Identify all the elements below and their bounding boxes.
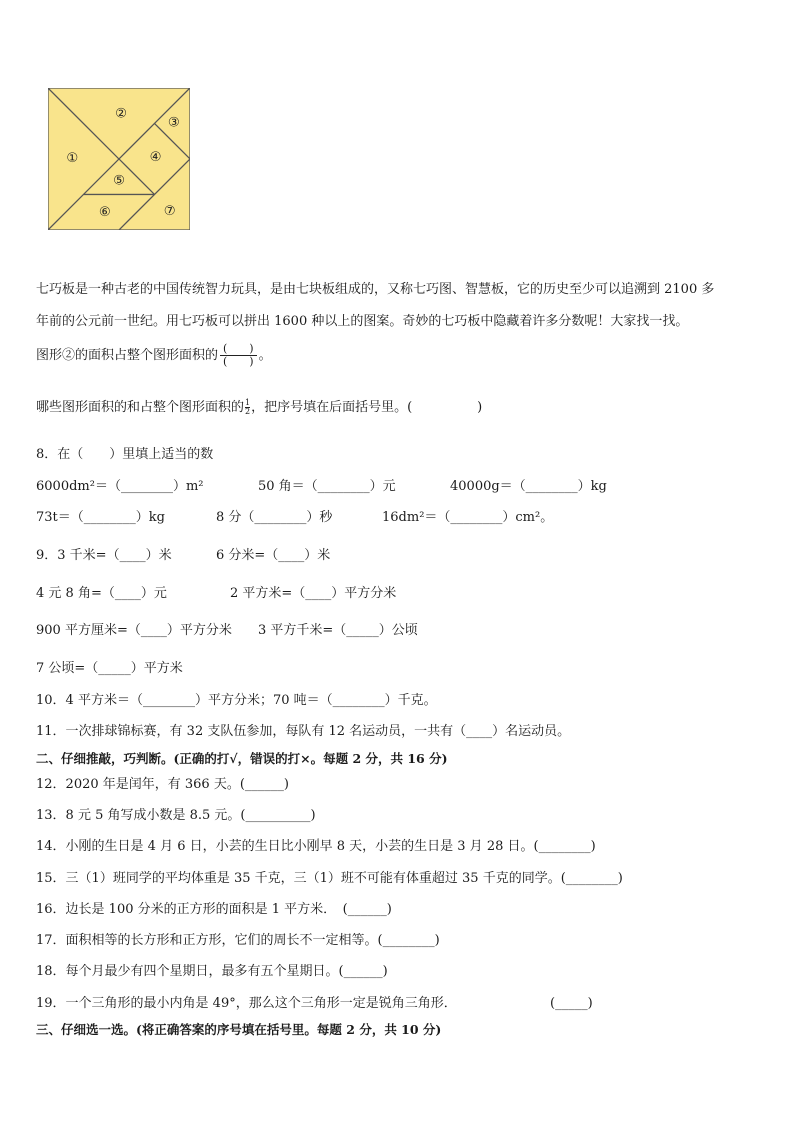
- q9-row-2: [36, 585, 756, 603]
- section-3-heading: 三、仔细选一选。(将正确答案的序号填在括号里。每题 2 分，共 10 分): [36, 1022, 442, 1037]
- q9-item-4: 2 平方米=（____）平方分米: [230, 586, 397, 601]
- q12: 12．2020 年是闰年，有 366 天。(______): [36, 777, 289, 792]
- q14: 14．小刚的生日是 4 月 6 日，小芸的生日比小刚早 8 天，小芸的生日是 3 月 28 日。(________): [36, 839, 596, 854]
- q8-item-3: 40000g＝（________）kg: [450, 479, 607, 494]
- q9-item-6: 3 平方千米=（_____）公顷: [258, 623, 418, 638]
- q9-item-1: 9．3 千米=（____）米: [36, 548, 172, 563]
- q9-item-7: 7 公顷=（_____）平方米: [36, 661, 183, 676]
- q9-item-5: 900 平方厘米=（____）平方分米: [36, 623, 232, 638]
- section-2-heading: 二、仔细推敲，巧判断。(正确的打√，错误的打×。每题 2 分，共 16 分): [36, 751, 448, 766]
- q11: 11．一次排球锦标赛，有 32 支队伍参加，每队有 12 名运动员，一共有（____）名运动员。: [36, 724, 571, 739]
- q17: 17．面积相等的长方形和正方形，它们的周长不一定相等。(________): [36, 933, 440, 948]
- q19: [36, 995, 756, 1013]
- q1-fraction-blank[interactable]: [220, 343, 257, 368]
- q1-denominator: ( ): [223, 355, 254, 368]
- question-half-area: [36, 399, 482, 417]
- q2-suffix: ，把序号填在后面括号里。( ): [251, 400, 483, 415]
- intro-line-2: 年前的公元前一世纪。用七巧板可以拼出 1600 种以上的图案。奇妙的七巧板中隐藏着许多分数呢！大家找一找。: [36, 314, 689, 329]
- q9-row-1: [36, 547, 756, 565]
- q2-prefix: 哪些图形面积的和占整个图形面积的: [36, 400, 245, 415]
- tangram-label-2: ②: [115, 106, 127, 122]
- q8-item-5: 8 分（________）秒: [216, 510, 333, 525]
- q9-row-3: [36, 622, 756, 640]
- q8-item-6: 16dm²＝（________）cm²。: [382, 510, 554, 525]
- q10: 10．4 平方米＝（________）平方分米；70 吨＝（________）千克。: [36, 693, 437, 708]
- q8-title: 8．在（ ）里填上适当的数: [36, 447, 214, 462]
- q13: 13．8 元 5 角写成小数是 8.5 元。(__________): [36, 808, 316, 823]
- q18: 18．每个月最少有四个星期日，最多有五个星期日。(______): [36, 964, 388, 979]
- q1-suffix: 。: [258, 348, 272, 363]
- q9-item-2: 6 分米=（____）米: [216, 548, 331, 563]
- q8-row-1: [36, 478, 756, 496]
- tangram-label-5: ⑤: [113, 173, 125, 189]
- one-half-fraction: $\frac{1}{2}$: [245, 398, 251, 416]
- q19-blank: (_____): [550, 996, 593, 1011]
- question-area-fraction: [36, 343, 272, 368]
- q19-text: 19．一个三角形的最小内角是 49°，那么这个三角形一定是锐角三角形．: [36, 996, 457, 1011]
- q8-item-2: 50 角＝（________）元: [258, 479, 396, 494]
- tangram-label-6: ⑥: [98, 204, 111, 220]
- q8-item-4: 73t＝（________）kg: [36, 510, 165, 525]
- tangram-label-4: ④: [149, 150, 162, 166]
- tangram-label-1: ①: [66, 151, 79, 167]
- q9-item-3: 4 元 8 角=（____）元: [36, 586, 167, 601]
- tangram-label-3: ③: [167, 115, 180, 131]
- tangram-figure: [48, 88, 190, 230]
- intro-line-1: 七巧板是一种古老的中国传统智力玩具，是由七块板组成的，又称七巧图、智慧板，它的历史至少可以追溯到 2100 多: [36, 282, 715, 297]
- q8-item-1: 6000dm²＝（________）m²: [36, 479, 204, 494]
- q8-row-2: [36, 509, 756, 527]
- q1-prefix: 图形②的面积占整个图形面积的: [36, 348, 219, 363]
- tangram-label-7: ⑦: [163, 203, 176, 219]
- q16: 16．边长是 100 分米的正方形的面积是 1 平方米． (______): [36, 902, 392, 917]
- q15: 15．三（1）班同学的平均体重是 35 千克，三（1）班不可能有体重超过 35 千克的同学。(________): [36, 871, 623, 886]
- q1-numerator: ( ): [220, 343, 257, 356]
